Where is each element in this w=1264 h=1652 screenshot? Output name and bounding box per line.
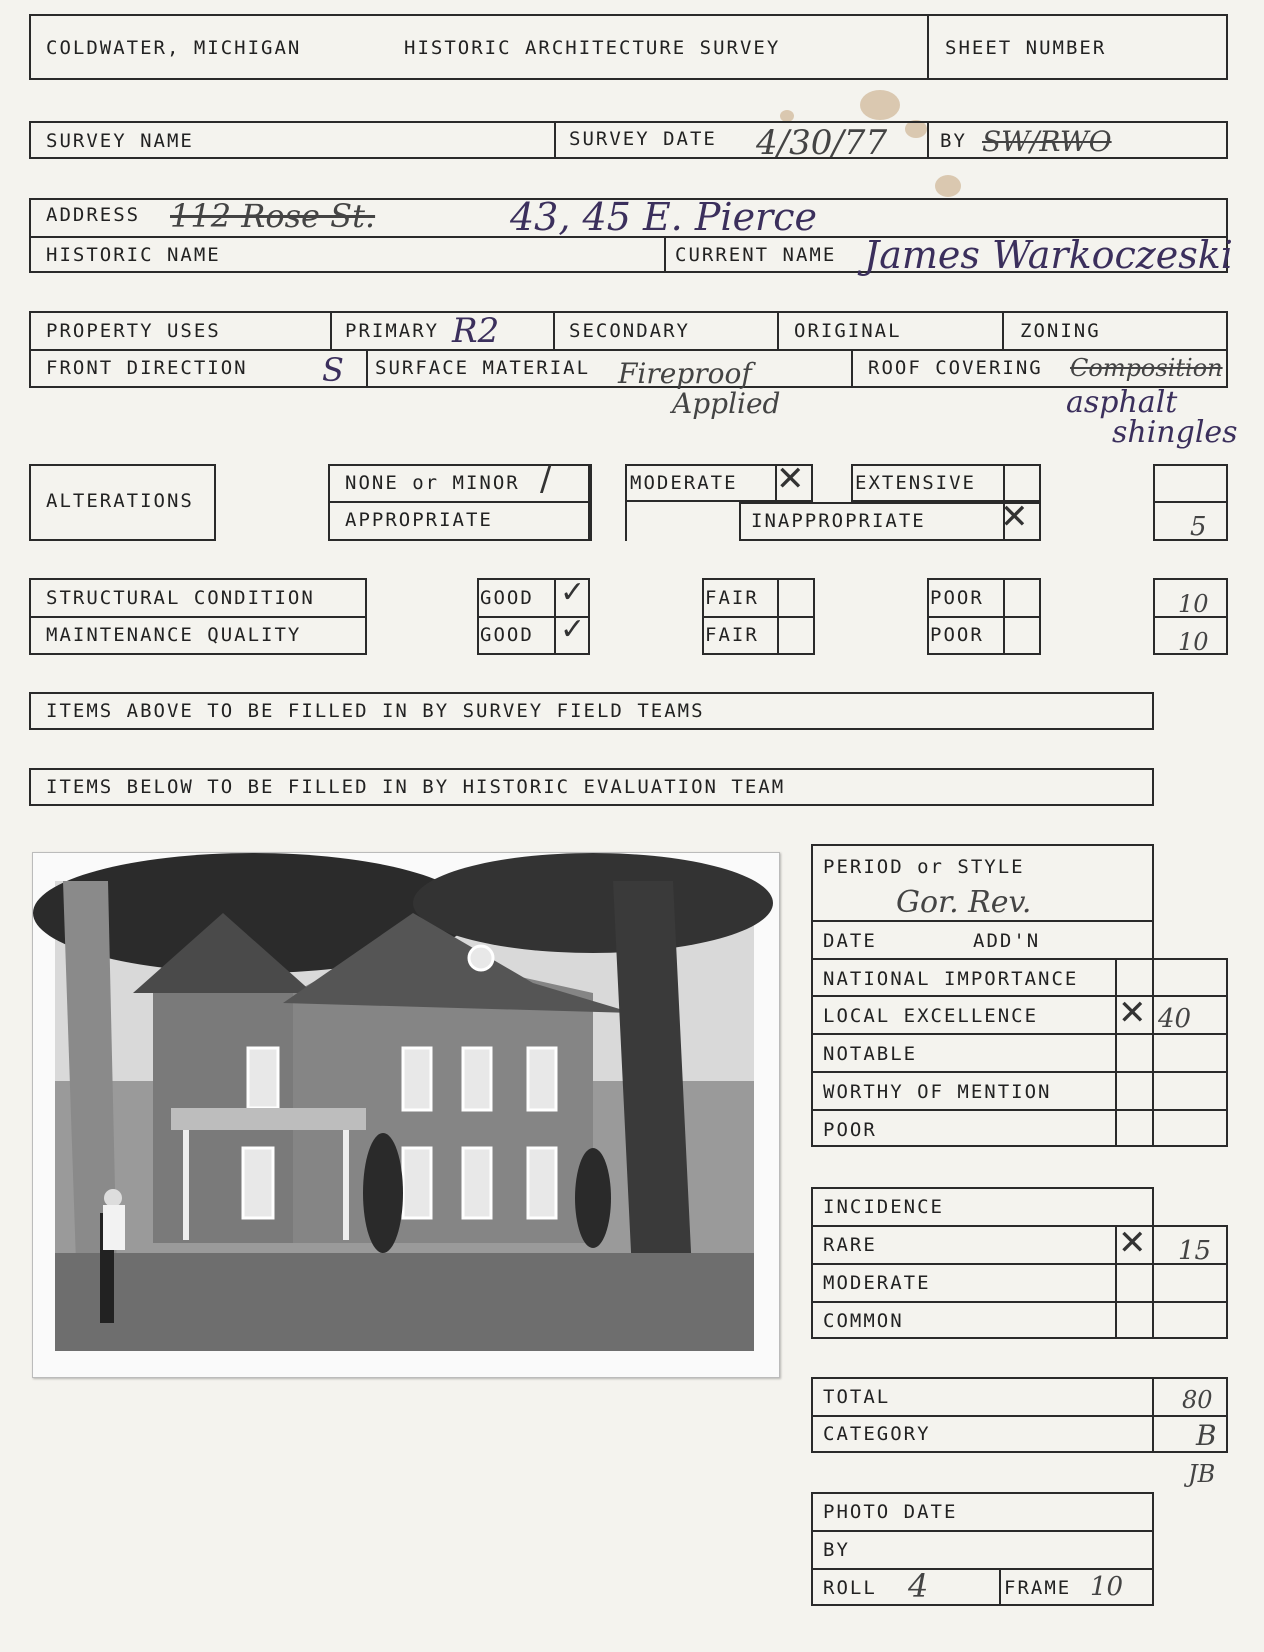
incidence-common: COMMON [823,1310,904,1332]
total-label: TOTAL [823,1386,891,1408]
incidence-rare-mark: ✕ [1118,1223,1147,1263]
primary-label: PRIMARY [345,320,440,342]
local-excellence: LOCAL EXCELLENCE [823,1005,1039,1027]
structural-good-mark: ✓ [560,575,586,610]
eval-addn-label: ADD'N [973,930,1041,952]
address-label: ADDRESS [46,204,141,226]
structural-score: 10 [1178,590,1209,618]
maintenance-fair: FAIR [705,624,759,646]
front-direction-label: FRONT DIRECTION [46,357,248,379]
survey-date-label: SURVEY DATE [569,128,717,150]
structural-poor: POOR [930,587,984,609]
frame-label: FRAME [1004,1577,1072,1599]
sheet-number-label: SHEET NUMBER [945,37,1107,59]
maintenance-poor: POOR [930,624,984,646]
period-label: PERIOD or STYLE [823,856,1025,878]
current-name-value: James Warkoczeski [864,233,1233,277]
survey-by-label: BY [940,130,967,152]
local-excellence-score: 40 [1158,1004,1192,1034]
roof-covering-value-1: asphalt [1066,385,1178,420]
alt-extensive: EXTENSIVE [855,472,976,494]
alterations-label: ALTERATIONS [46,490,194,512]
roll-label: ROLL [823,1577,877,1599]
maintenance-good: GOOD [480,624,534,646]
property-uses-label: PROPERTY USES [46,320,221,342]
alt-moderate-mark: ✕ [776,459,805,499]
notable: NOTABLE [823,1043,918,1065]
incidence-label: INCIDENCE [823,1196,944,1218]
worthy-of-mention: WORTHY OF MENTION [823,1081,1052,1103]
surface-material-label: SURFACE MATERIAL [375,357,591,379]
alt-none-minor-mark: / [540,459,552,499]
survey-date-value: 4/30/77 [756,123,888,163]
primary-value: R2 [452,311,500,351]
eval-date-label: DATE [823,930,877,952]
national-importance: NATIONAL IMPORTANCE [823,968,1079,990]
total-value: 80 [1182,1386,1213,1414]
address-value: 43, 45 E. Pierce [510,195,817,239]
address-struck-value: 112 Rose St. [170,197,376,235]
historic-name-label: HISTORIC NAME [46,244,221,266]
house-photo [32,852,780,1378]
note-below: ITEMS BELOW TO BE FILLED IN BY HISTORIC EVALUATION TEAM [46,776,786,798]
incidence-rare-score: 15 [1178,1236,1212,1266]
house-photo-image [33,853,779,1377]
note-above: ITEMS ABOVE TO BE FILLED IN BY SURVEY FIELD TEAMS [46,700,705,722]
alt-appropriate: APPROPRIATE [345,509,493,531]
alt-score: 5 [1190,512,1207,542]
zoning-label: ZONING [1020,320,1101,342]
roof-covering-value-2: shingles [1112,415,1238,450]
roll-value: 4 [908,1567,929,1605]
alt-moderate: MODERATE [630,472,738,494]
period-value: Gor. Rev. [896,885,1032,920]
header-city: COLDWATER, MICHIGAN [46,37,302,59]
roof-covering-label: ROOF COVERING [868,357,1043,379]
initials: JB [1188,1460,1216,1488]
secondary-label: SECONDARY [569,320,690,342]
alt-inappropriate-mark: ✕ [1000,497,1029,537]
stain-mark [860,90,900,120]
maintenance-quality-label: MAINTENANCE QUALITY [46,624,302,646]
category-label: CATEGORY [823,1423,931,1445]
stain-mark [935,175,961,197]
roof-covering-struck: Composition [1070,354,1223,382]
evaluation-score-col [1115,958,1228,1147]
incidence-rare: RARE [823,1234,877,1256]
current-name-label: CURRENT NAME [675,244,837,266]
eval-poor: POOR [823,1119,877,1141]
structural-fair: FAIR [705,587,759,609]
maintenance-good-mark: ✓ [560,612,586,647]
surface-material-value-2: Applied [672,387,781,420]
local-excellence-mark: ✕ [1118,993,1147,1033]
maintenance-score: 10 [1178,628,1209,656]
incidence-moderate: MODERATE [823,1272,931,1294]
survey-by-value: SW/RWO [982,125,1112,158]
alt-inappropriate: INAPPROPRIATE [751,510,926,532]
category-value: B [1196,1419,1217,1452]
header-title: HISTORIC ARCHITECTURE SURVEY [404,37,781,59]
structural-condition-label: STRUCTURAL CONDITION [46,587,315,609]
surface-material-value-1: Fireproof [618,357,752,390]
front-direction-value: S [322,351,344,389]
photo-by-label: BY [823,1539,850,1561]
original-label: ORIGINAL [794,320,902,342]
survey-name-label: SURVEY NAME [46,130,194,152]
structural-good: GOOD [480,587,534,609]
frame-value: 10 [1090,1572,1124,1602]
photo-date-label: PHOTO DATE [823,1501,958,1523]
alt-none-minor: NONE or MINOR [345,472,520,494]
